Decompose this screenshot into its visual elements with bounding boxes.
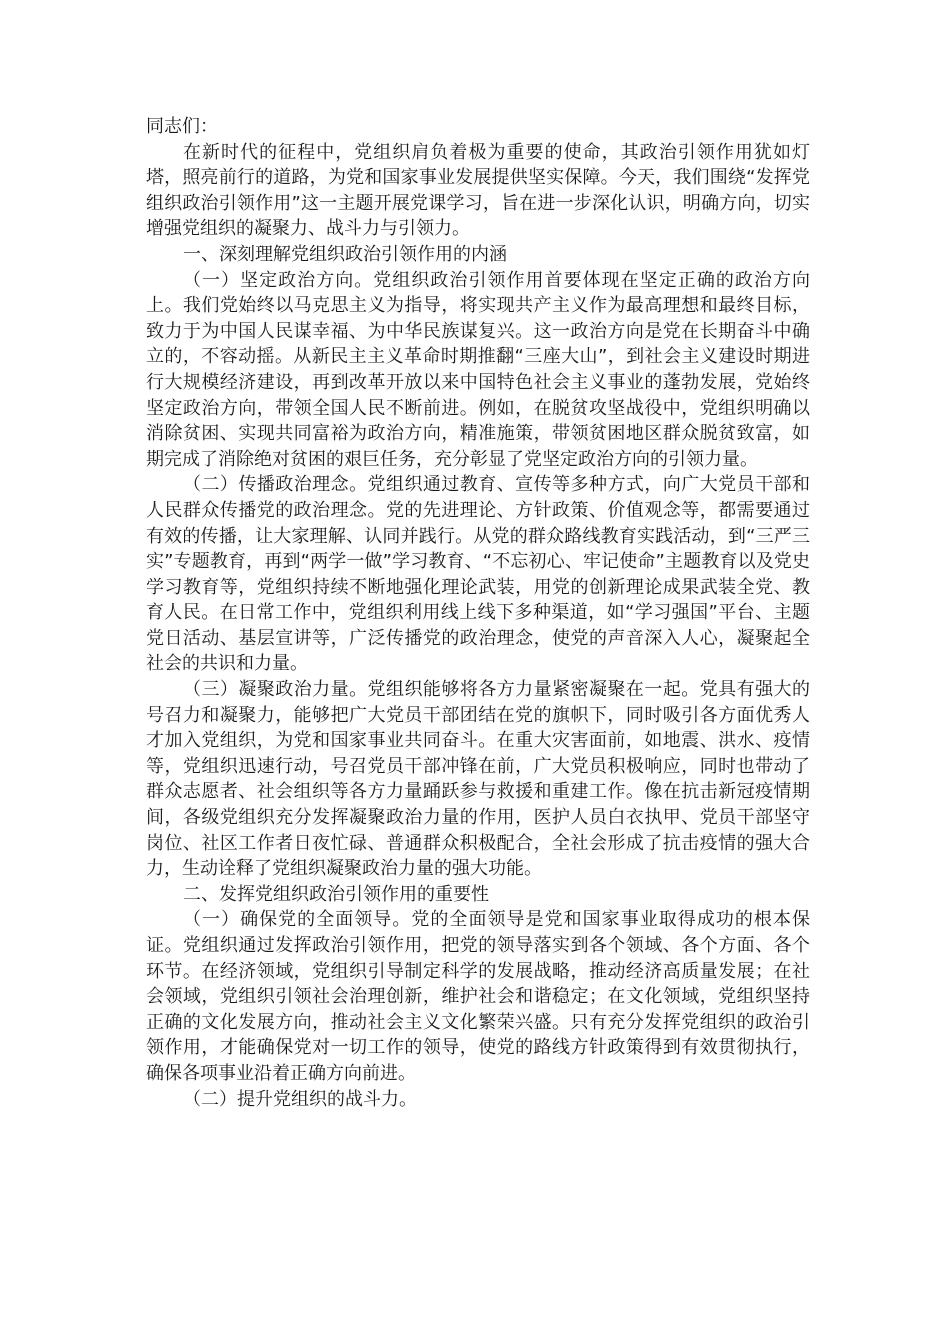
section-1-paragraph-1: （一）坚定政治方向。党组织政治引领作用首要体现在坚定正确的政治方向上。我们党始终以马克思主义为指导，将实现共产主义作为最高理想和最终目标，致力于为中国人民谋幸福、为中华民族谋复兴。这一政治方向是党在长期奋斗中确立的，不容动摇。从新民主主义革命时期推翻“三座大山”，到社会主义建设时期进行大规模经济建设，再到改革开放以来中国特色社会主义事业的蓬勃发展，党始终坚定政治方向，带领全国人民不断前进。例如，在脱贫攻坚战役中，党组织明确以消除贫困、实现共同富裕为政治方向，精准施策，带领贫困地区群众脱贫致富，如期完成了消除绝对贫困的艰巨任务，充分彰显了党坚定政治方向的引领力量。	[146, 269, 810, 470]
section-2-paragraph-2: （二）提升党组织的战斗力。	[183, 1088, 417, 1110]
section-1-paragraph-2: （二）传播政治理念。党组织通过教育、宣传等多种方式，向广大党员干部和人民群众传播党的政治理念。党的先进理论、方针政策、价值观念等，都需要通过有效的传播，让大家理解、认同并践行。从党的群众路线教育实践活动，到“三严三实”专题教育，再到“两学一做”学习教育、“不忘初心、牢记使命”主题教育以及党史学习教育等，党组织持续不断地强化理论武装，用党的创新理论成果武装全党、教育人民。在日常工作中，党组织利用线上线下多种渠道，如“学习强国”平台、主题党日活动、基层宣讲等，广泛传播党的政治理念，使党的声音深入人心，凝聚起全社会的共识和力量。	[146, 474, 810, 675]
document-body	[146, 114, 810, 1112]
intro-paragraph: 在新时代的征程中，党组织肩负着极为重要的使命，其政治引领作用犹如灯塔，照亮前行的道路，为党和国家事业发展提供坚实保障。今天，我们围绕“发挥党组织政治引领作用”这一主题开展党课学习，旨在进一步深化认识，明确方向，切实增强党组织的凝聚力、战斗力与引领力。	[146, 141, 810, 240]
section-1-heading: 一、深刻理解党组织政治引领作用的内涵	[183, 243, 507, 265]
section-1-paragraph-3: （三）凝聚政治力量。党组织能够将各方力量紧密凝聚在一起。党具有强大的号召力和凝聚力，能够把广大党员干部团结在党的旗帜下，同时吸引各方面优秀人才加入党组织，为党和国家事业共同奋斗。在重大灾害面前，如地震、洪水、疫情等，党组织迅速行动，号召党员干部冲锋在前，广大党员积极响应，同时也带动了群众志愿者、社会组织等各方力量踊跃参与救援和重建工作。像在抗击新冠疫情期间，各级党组织充分发挥凝聚政治力量的作用，医护人员白衣执甲、党员干部坚守岗位、社区工作者日夜忙碌、普通群众积极配合，全社会形成了抗击疫情的强大合力，生动诠释了党组织凝聚政治力量的强大功能。	[146, 679, 810, 880]
salutation: 同志们：	[146, 116, 218, 137]
section-2-heading: 二、发挥党组织政治引领作用的重要性	[183, 883, 489, 905]
section-2-paragraph-1: （一）确保党的全面领导。党的全面领导是党和国家事业取得成功的根本保证。党组织通过发挥政治引领作用，把党的领导落实到各个领域、各个方面、各个环节。在经济领域，党组织引导制定科学的发展战略，推动经济高质量发展；在社会领域，党组织引领社会治理创新，维护社会和谐稳定；在文化领域，党组织坚持正确的文化发展方向，推动社会主义文化繁荣兴盛。只有充分发挥党组织的政治引领作用，才能确保党对一切工作的领导，使党的路线方针政策得到有效贯彻执行，确保各项事业沿着正确方向前进。	[146, 909, 810, 1084]
